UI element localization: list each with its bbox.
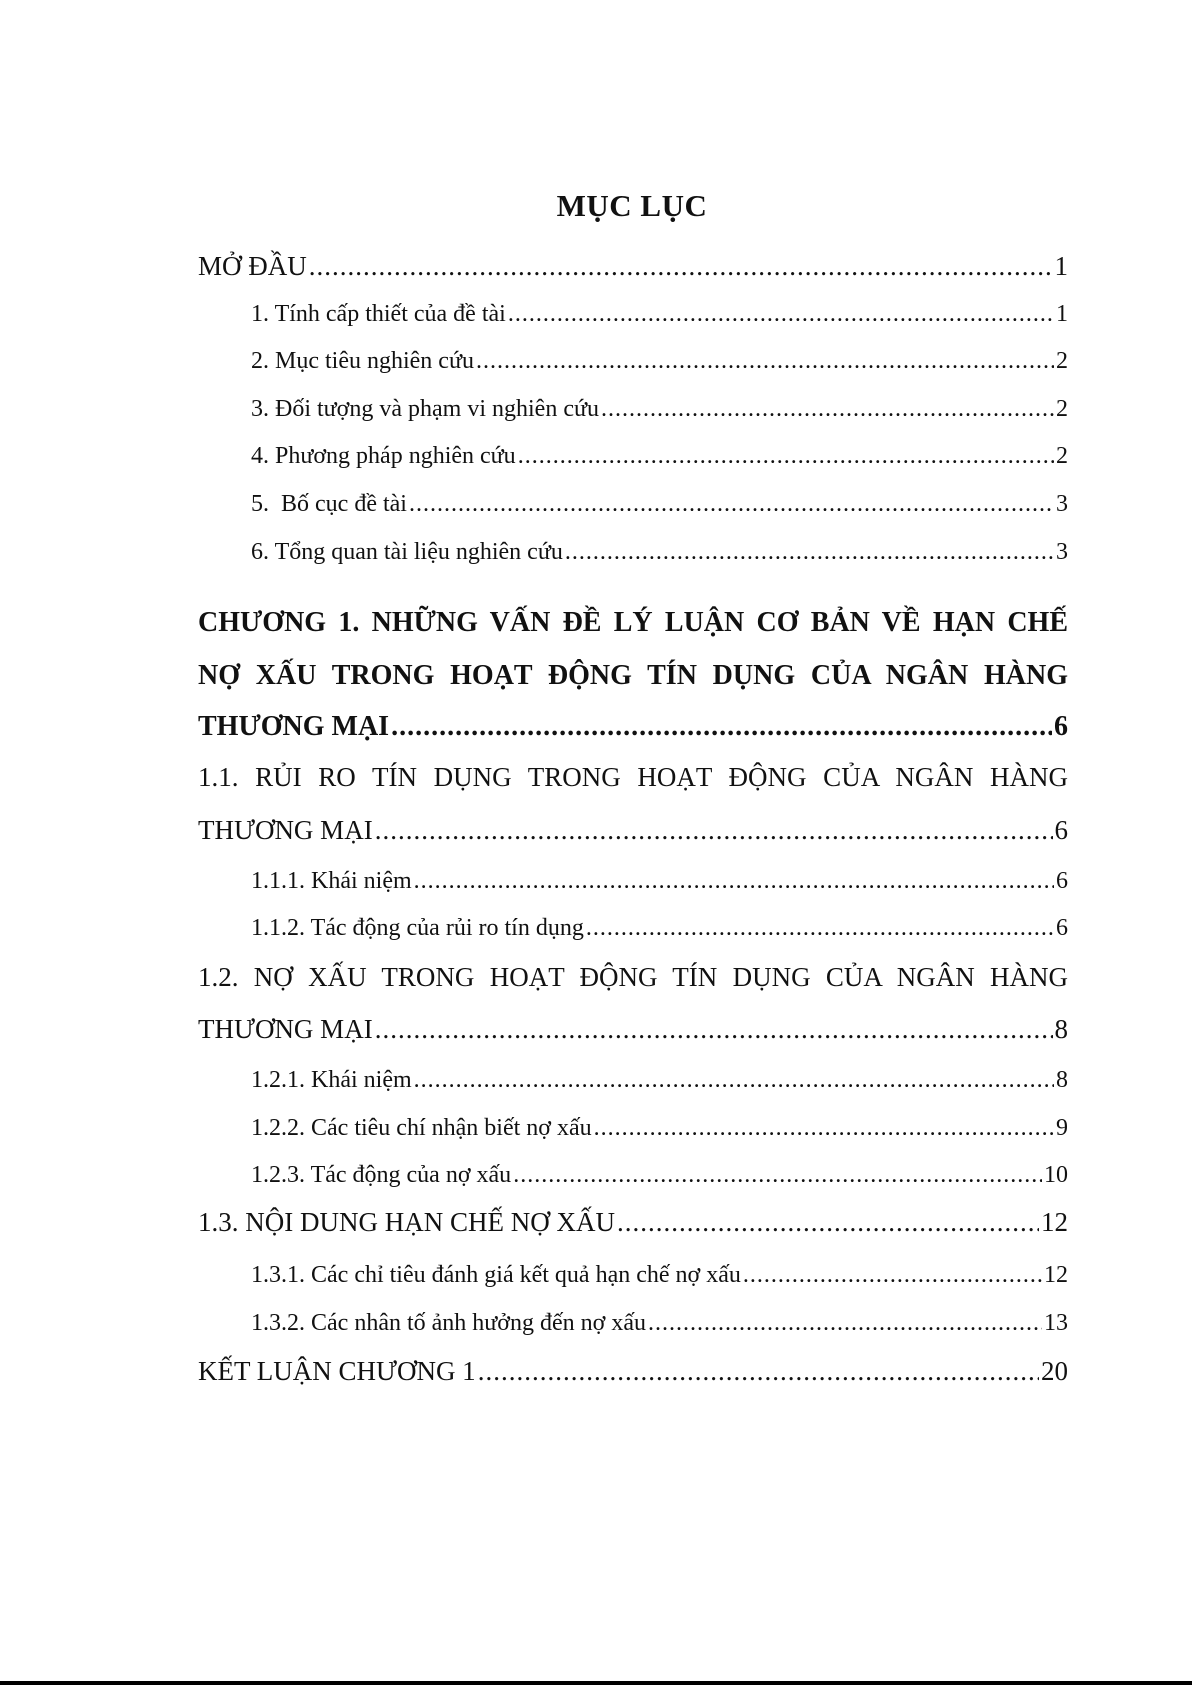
toc-entry-label: KẾT LUẬN CHƯƠNG 1 — [198, 1356, 476, 1386]
toc-entry-label: 1.3.2. Các nhân tố ảnh hưởng đến nợ xấu — [251, 1310, 646, 1336]
dot-leader — [375, 816, 1053, 844]
toc-entry-label: 1.2.2. Các tiêu chí nhận biết nợ xấu — [251, 1115, 592, 1141]
toc-page-number: 12 — [1041, 1207, 1068, 1237]
toc-page-number: 1 — [1054, 251, 1068, 281]
toc-entry-section-1-2[interactable] — [198, 1015, 1068, 1043]
toc-entry-section-1-3-2[interactable] — [251, 1309, 1068, 1337]
dot-leader — [375, 1015, 1053, 1043]
toc-entry-mo-dau[interactable] — [198, 252, 1068, 280]
dot-leader — [648, 1309, 1042, 1337]
toc-entry-label: 1.1.1. Khái niệm — [251, 868, 412, 894]
toc-title: MỤC LỤC — [556, 188, 708, 223]
toc-entry-section-1-1[interactable] — [198, 816, 1068, 844]
toc-entry-label: 3. Đối tượng và phạm vi nghiên cứu — [251, 396, 599, 422]
toc-page-number: 3 — [1056, 491, 1068, 517]
toc-entry-section-1-1-1[interactable] — [251, 867, 1068, 895]
toc-entry-ket-luan[interactable] — [198, 1357, 1068, 1385]
toc-entry-section-1-3[interactable] — [198, 1208, 1068, 1236]
dot-leader — [508, 300, 1054, 328]
dot-leader — [309, 252, 1053, 280]
toc-entry-section-1-2-3[interactable] — [251, 1161, 1068, 1189]
toc-entry-label: 4. Phương pháp nghiên cứu — [251, 443, 516, 469]
toc-entry-section-4[interactable] — [251, 442, 1068, 470]
toc-page-number: 1 — [1056, 301, 1068, 327]
toc-section-1-1-line-1[interactable]: 1.1. RỦI RO TÍN DỤNG TRONG HOẠT ĐỘNG CỦA NGÂN HÀNG — [198, 762, 1068, 792]
dot-leader — [414, 867, 1054, 895]
toc-entry-label: 6. Tổng quan tài liệu nghiên cứu — [251, 539, 563, 565]
toc-entry-label: 1.3. NỘI DUNG HẠN CHẾ NỢ XẤU — [198, 1207, 615, 1237]
toc-entry-label: 2. Mục tiêu nghiên cứu — [251, 348, 474, 374]
toc-entry-section-3[interactable] — [251, 395, 1068, 423]
toc-page-number: 8 — [1054, 1014, 1068, 1044]
toc-page-number: 6 — [1054, 711, 1068, 742]
toc-entry-section-1[interactable] — [251, 300, 1068, 328]
toc-entry-label: THƯƠNG MẠI — [198, 1014, 373, 1044]
toc-chapter-1-line-1[interactable]: CHƯƠNG 1. NHỮNG VẤN ĐỀ LÝ LUẬN CƠ BẢN VỀ HẠN CHẾ — [198, 607, 1068, 638]
toc-chapter-1-line-2[interactable]: NỢ XẤU TRONG HOẠT ĐỘNG TÍN DỤNG CỦA NGÂN HÀNG — [198, 660, 1068, 691]
dot-leader — [565, 538, 1054, 566]
dot-leader — [518, 442, 1054, 470]
toc-entry-section-6[interactable] — [251, 538, 1068, 566]
toc-entry-section-1-1-2[interactable] — [251, 914, 1068, 942]
toc-entry-chapter-1[interactable] — [198, 713, 1068, 741]
page-bottom-edge — [0, 1681, 1192, 1685]
toc-page-number: 9 — [1056, 1115, 1068, 1141]
toc-page-number: 3 — [1056, 539, 1068, 565]
dot-leader — [409, 490, 1054, 518]
dot-leader — [601, 395, 1054, 423]
toc-page-number: 12 — [1044, 1262, 1068, 1288]
toc-section-1-2-line-1[interactable]: 1.2. NỢ XẤU TRONG HOẠT ĐỘNG TÍN DỤNG CỦA NGÂN HÀNG — [198, 962, 1068, 992]
dot-leader — [594, 1114, 1054, 1142]
dot-leader — [586, 914, 1054, 942]
toc-page-number: 13 — [1044, 1310, 1068, 1336]
toc-entry-label: MỞ ĐẦU — [198, 251, 307, 281]
toc-entry-section-2[interactable] — [251, 347, 1068, 375]
toc-entry-label: 5. Bố cục đề tài — [251, 491, 407, 517]
toc-page-number: 2 — [1056, 396, 1068, 422]
toc-entry-label: 1.1.2. Tác động của rủi ro tín dụng — [251, 915, 584, 941]
dot-leader — [513, 1161, 1042, 1189]
toc-entry-label: THƯƠNG MẠI — [198, 711, 390, 742]
dot-leader — [617, 1208, 1039, 1236]
toc-page-number: 2 — [1056, 443, 1068, 469]
toc-entry-label: 1.2.1. Khái niệm — [251, 1067, 412, 1093]
toc-entry-section-5[interactable] — [251, 490, 1068, 518]
dot-leader — [391, 713, 1052, 741]
dot-leader — [478, 1357, 1039, 1385]
toc-page-number: 6 — [1056, 915, 1068, 941]
dot-leader — [414, 1066, 1054, 1094]
toc-page-number: 10 — [1044, 1162, 1068, 1188]
toc-entry-label: THƯƠNG MẠI — [198, 815, 373, 845]
toc-entry-section-1-2-2[interactable] — [251, 1114, 1068, 1142]
toc-entry-label: 1.2.3. Tác động của nợ xấu — [251, 1162, 512, 1188]
dot-leader — [476, 347, 1054, 375]
toc-page-number: 2 — [1056, 348, 1068, 374]
toc-entry-section-1-3-1[interactable] — [251, 1261, 1068, 1289]
toc-entry-label: 1. Tính cấp thiết của đề tài — [251, 301, 506, 327]
toc-entry-section-1-2-1[interactable] — [251, 1066, 1068, 1094]
toc-page-number: 6 — [1056, 868, 1068, 894]
toc-page-number: 6 — [1054, 815, 1068, 845]
toc-entry-label: 1.3.1. Các chỉ tiêu đánh giá kết quả hạn chế nợ xấu — [251, 1262, 741, 1288]
toc-page-number: 8 — [1056, 1067, 1068, 1093]
dot-leader — [743, 1261, 1042, 1289]
toc-page-number: 20 — [1041, 1356, 1068, 1386]
